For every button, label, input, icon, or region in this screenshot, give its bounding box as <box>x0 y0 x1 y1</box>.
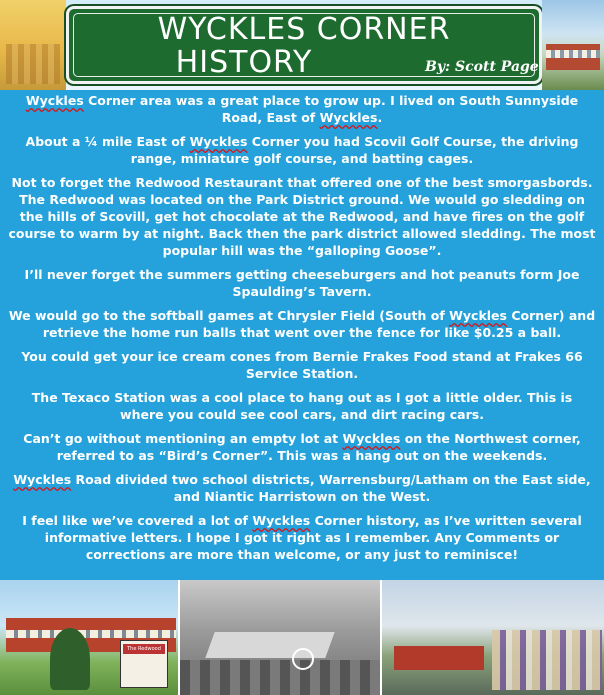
title-line-1: WYCKLES CORNER <box>157 12 451 47</box>
paragraph: Wyckles Corner area was a great place to grow up. I lived on South Sunnyside Road, East of Wyckles. <box>25 93 579 125</box>
street-sign-banner <box>66 6 542 84</box>
highlight-circle-icon <box>292 648 314 670</box>
header-photo-right <box>542 0 604 90</box>
header <box>0 0 604 90</box>
photo-parade <box>382 580 604 695</box>
paragraph: You could get your ice cream cones from Bernie Frakes Food stand at Frakes 66 Service Station. <box>21 349 583 381</box>
paragraph: Not to forget the Redwood Restaurant that offered one of the best smorgasbords. The Redwood was located on the Park District ground. We would go sledding on the hills of Scovill, get hot chocolate at the Redwood, and have fires on the golf course to warm by at night. Back then the park district allowed sledding. The most popular hill was the “galloping Goose”. <box>8 175 596 258</box>
article-body <box>0 90 604 580</box>
paragraph: We would go to the softball games at Chrysler Field (South of Wyckles Corner) and retrieve the home run balls that went over the fence for like $0.25 a ball. <box>8 308 596 340</box>
paragraph: Wyckles Road divided two school districts, Warrensburg/Latham on the East side, and Niantic Harristown on the West. <box>13 472 591 504</box>
paragraph: Can’t go without mentioning an empty lot at Wyckles on the Northwest corner, referred to as “Bird’s Corner”. This was a hang out on the weekends. <box>23 431 581 463</box>
author-byline: By: Scott Page <box>425 59 539 75</box>
photo-aerial-view <box>180 580 380 695</box>
photo-redwood-restaurant <box>0 580 178 695</box>
paragraph: The Texaco Station was a cool place to hang out as I got a little older. This is where you could see cool cars, and dirt racing cars. <box>31 390 573 422</box>
paragraph: I’ll never forget the summers getting cheeseburgers and hot peanuts form Joe Spaulding’s Tavern. <box>24 267 580 299</box>
title-line-2: HISTORY <box>175 45 313 80</box>
paragraph: I feel like we’ve covered a lot of Wyckles Corner history, as I’ve written several informative letters. I hope I got it right as I remember. Any Comments or corrections are more than welcome, or any just to reminisce! <box>22 513 582 562</box>
redwood-sign <box>120 640 168 688</box>
redwood-sign-logo: The Redwood <box>123 644 165 654</box>
header-photo-left <box>0 0 66 90</box>
paragraph: About a ¼ mile East of Wyckles Corner you had Scovil Golf Course, the driving range, miniature golf course, and batting cages. <box>25 134 579 166</box>
photo-strip <box>0 580 604 695</box>
